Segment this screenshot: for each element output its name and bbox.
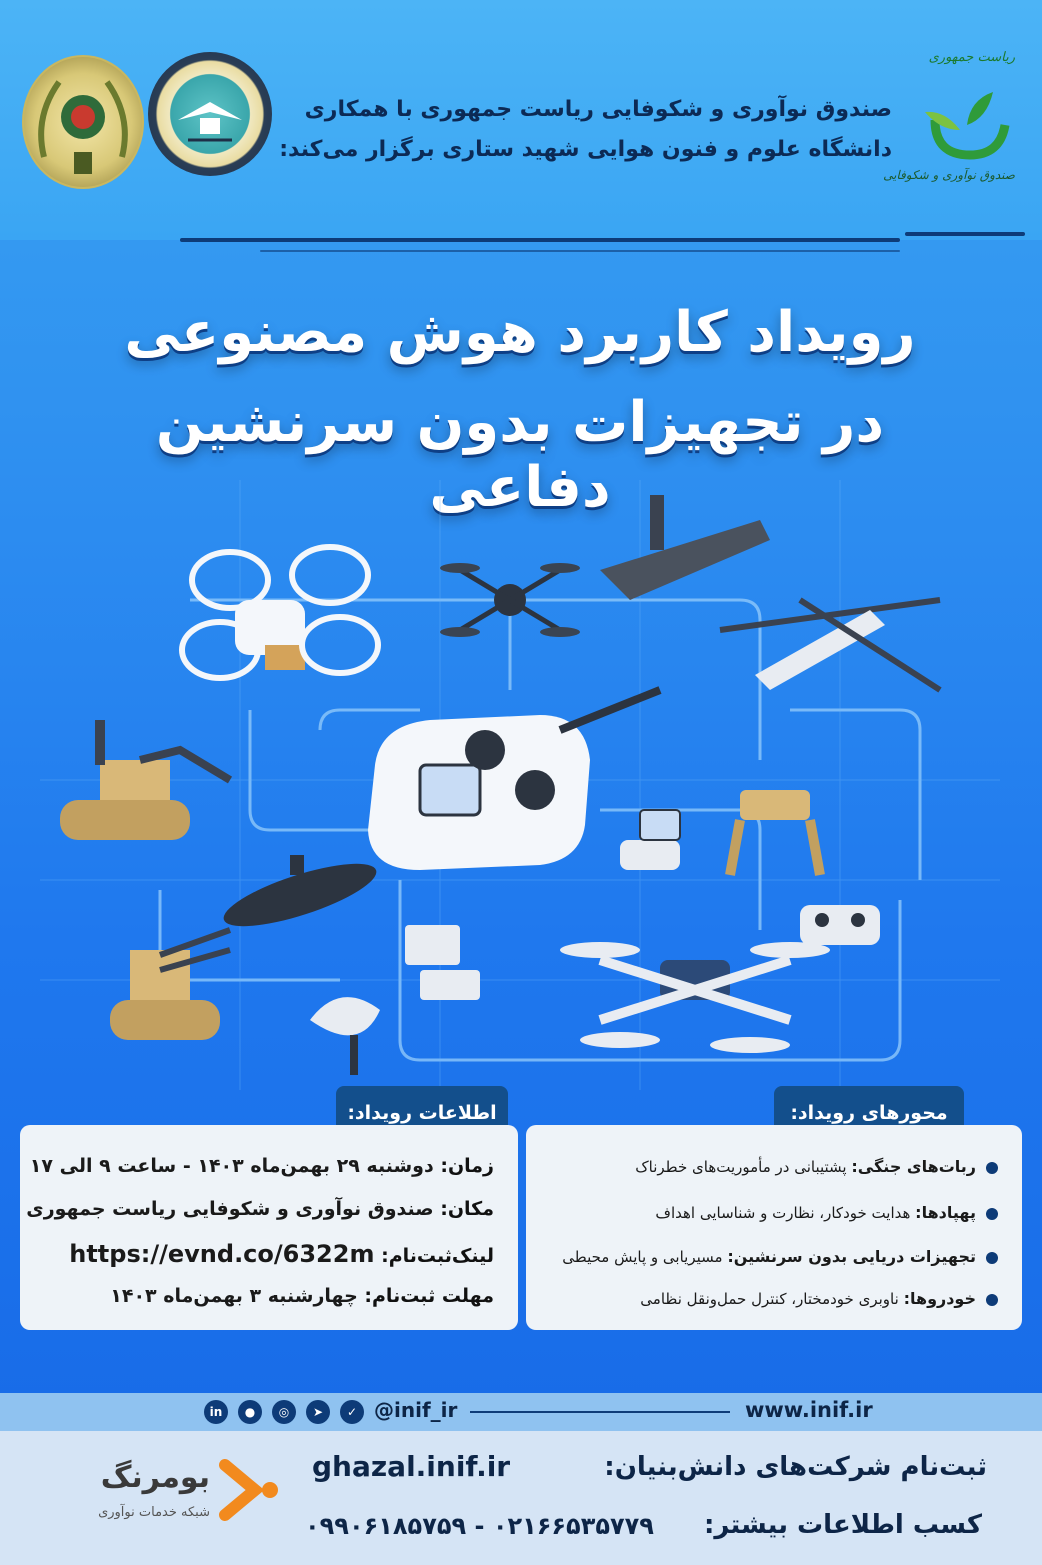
header (0, 0, 1042, 240)
place-label: مکان: (440, 1198, 494, 1220)
link-label: لینک‌ثبت‌نام: (381, 1245, 494, 1267)
contact-label: کسب اطلاعات بیشتر: (703, 1510, 982, 1540)
linkedin-icon[interactable]: in (204, 1400, 228, 1424)
register-label: ثبت‌نام شرکت‌های دانش‌بنیان: (604, 1452, 987, 1482)
axis-item (655, 1203, 998, 1222)
register-url-link[interactable]: ghazal.inif.ir (312, 1450, 511, 1483)
unmanned-submarine-icon (218, 851, 383, 938)
delivery-quadcopter-icon (182, 547, 378, 678)
axis-text: پشتیبانی در مأموریت‌های خطرناک (635, 1158, 847, 1176)
event-time (30, 1155, 494, 1177)
unmanned-boat-icon (600, 495, 770, 600)
boomerang-mark-icon (215, 1455, 285, 1525)
axis-item (562, 1247, 998, 1266)
social-handle[interactable]: @inif_ir (374, 1398, 458, 1422)
axis-item (635, 1157, 998, 1176)
deadline-value: چهارشنبه ۳ بهمن‌ماه ۱۴۰۳ (110, 1285, 358, 1307)
header-divider-short (905, 232, 1025, 236)
armed-ground-robot-icon (110, 930, 230, 1040)
handheld-controller-icon (620, 810, 680, 870)
axis-label: پهپادها: (915, 1203, 976, 1222)
registration-url-link[interactable]: https://evnd.co/6322m (69, 1240, 375, 1268)
telegram-icon[interactable]: ➤ (306, 1400, 330, 1424)
army-emblem-logo (22, 55, 144, 189)
bullet-icon (986, 1162, 998, 1174)
event-place (26, 1198, 494, 1220)
organizer-line-2: دانشگاه علوم و فنون هوایی شهید ستاری برگزار می‌کند: (279, 137, 892, 162)
instagram-icon[interactable]: ◎ (272, 1400, 296, 1424)
quadcopter-drone-icon (560, 942, 830, 1053)
axis-label: ربات‌های جنگی: (851, 1157, 976, 1176)
boomerang-logo (45, 1450, 285, 1540)
brand-subtitle: شبکه خدمات نوآوری (98, 1505, 210, 1520)
cruise-drone-icon (720, 600, 940, 690)
axis-text: ناوبری خودمختار، کنترل حمل‌ونقل نظامی (640, 1290, 899, 1308)
brand-name: بومرنگ (100, 1460, 210, 1495)
header-divider-thin (260, 250, 900, 252)
time-label: زمان: (440, 1155, 494, 1177)
organizer-line-1: صندوق نوآوری و شکوفایی ریاست جمهوری با همکاری (304, 97, 892, 122)
bullet-icon (986, 1252, 998, 1264)
bullet-icon (986, 1208, 998, 1220)
bullet-icon (986, 1294, 998, 1306)
registration-link (69, 1240, 494, 1268)
deadline-label: مهلت ثبت‌نام: (364, 1285, 494, 1307)
place-value: صندوق نوآوری و شکوفایی ریاست جمهوری (26, 1198, 434, 1220)
innovation-fund-logo (883, 50, 1015, 190)
event-axes-card (526, 1125, 1022, 1330)
contact-phones: ۰۲۱۶۶۵۳۵۷۷۹ - ۰۹۹۰۶۱۸۵۷۵۹ (305, 1512, 654, 1540)
organizer-statement (272, 90, 892, 170)
event-title-line-2: در تجهیزات بدون سرنشین دفاعی (155, 390, 885, 520)
fund-logo-top-text: ریاست جمهوری (928, 50, 1015, 65)
walker-robot-icon (730, 790, 820, 875)
axis-text: هدایت خودکار، نظارت و شناسایی اهداف (655, 1204, 911, 1222)
social-divider-line (470, 1411, 730, 1413)
satellite-dish-icon (310, 997, 380, 1075)
header-divider-long (180, 238, 900, 242)
axis-label: تجهیزات دریایی بدون سرنشین: (727, 1247, 976, 1266)
event-title-line-1: رویداد کاربرد هوش مصنوعی (124, 300, 916, 365)
axis-text: مسیریابی و پایش محیطی (562, 1248, 723, 1266)
registration-deadline (110, 1285, 494, 1307)
time-value: دوشنبه ۲۹ بهمن‌ماه ۱۴۰۳ - ساعت ۹ الی ۱۷ (29, 1155, 434, 1177)
gamepad-controller-icon (800, 905, 880, 945)
university-logo (148, 52, 272, 176)
verified-icon[interactable]: ✓ (340, 1400, 364, 1424)
axis-label: خودروها: (903, 1289, 976, 1308)
axis-item (640, 1289, 998, 1308)
event-info-tag: اطلاعات رویداد: (336, 1086, 508, 1140)
event-axes-tag: محورهای رویداد: (774, 1086, 964, 1140)
monitor-display-icon (405, 925, 480, 1000)
fund-logo-bottom-text: صندوق نوآوری و شکوفایی (883, 168, 1015, 182)
location-icon[interactable]: ● (238, 1400, 262, 1424)
event-info-card (20, 1125, 518, 1330)
website-link[interactable]: www.inif.ir (745, 1398, 873, 1422)
unmanned-equipment-illustration (40, 480, 1000, 1090)
